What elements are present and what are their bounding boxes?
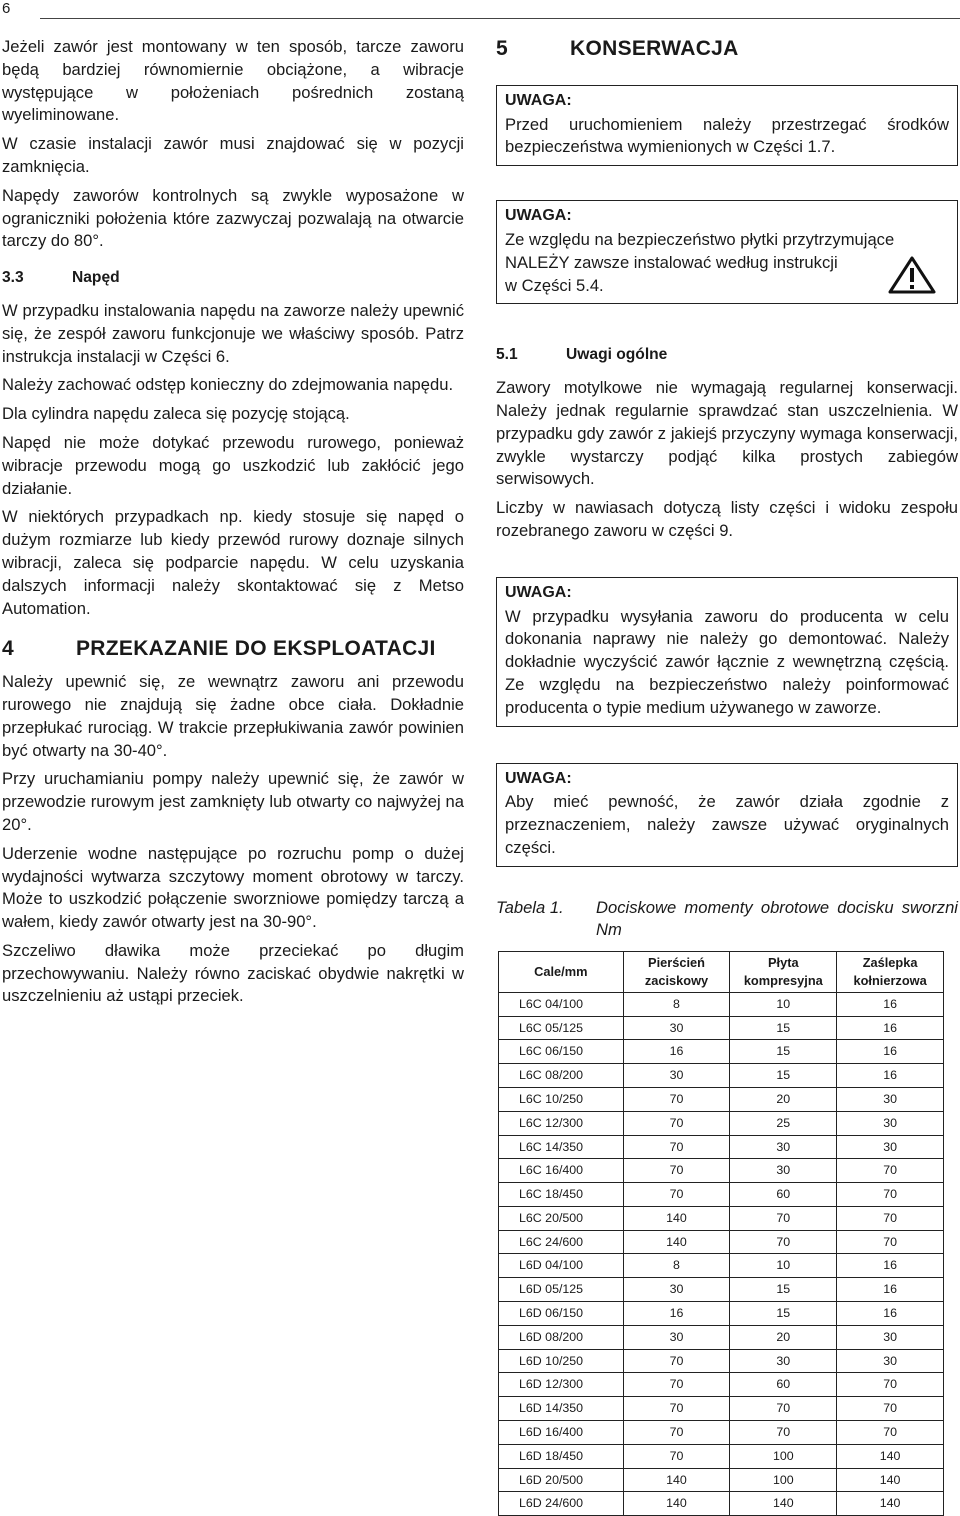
torque-cell: 70 xyxy=(837,1206,944,1230)
table-label: Tabela 1. xyxy=(496,897,564,917)
paragraph: W przypadku instalowania napędu na zaworze należy upewnić się, że zespół zaworu funkcjonuje we właściwy sposób. Patrz instrukcja instalacji w Części 6. xyxy=(2,300,464,366)
header-text: Płyta xyxy=(767,954,799,970)
torque-cell: 70 xyxy=(623,1444,730,1468)
left-column xyxy=(2,36,464,1014)
size-cell: L6C 14/350 xyxy=(499,1135,624,1159)
torque-cell: 140 xyxy=(623,1230,730,1254)
torque-cell: 70 xyxy=(837,1159,944,1183)
torque-cell: 15 xyxy=(730,1278,837,1302)
torque-cell: 70 xyxy=(837,1421,944,1445)
warning-title: UWAGA: xyxy=(505,91,572,109)
paragraph: Liczby w nawiasach dotyczą listy części i widoku zespołu rozebranego zaworu w części 9. xyxy=(496,498,958,540)
table-caption-text: Dociskowe momenty obrotowe docisku sworzni Nm xyxy=(596,897,958,939)
table-row xyxy=(499,1421,944,1445)
header-text: zaciskowy xyxy=(644,972,709,988)
paragraph: Napęd nie może dotykać przewodu rurowego, ponieważ wibracje przewodu mogą go uszkodzić lub zakłócić jego działanie. xyxy=(2,432,464,498)
torque-cell: 140 xyxy=(623,1492,730,1516)
header-text: kompresyjna xyxy=(743,972,823,988)
table-header-cell xyxy=(499,951,624,992)
section-number: 5 xyxy=(496,37,508,60)
table-row xyxy=(499,1183,944,1207)
torque-cell: 30 xyxy=(623,1016,730,1040)
torque-cell: 30 xyxy=(730,1135,837,1159)
table-row xyxy=(499,1087,944,1111)
size-cell: L6C 05/125 xyxy=(499,1016,624,1040)
table-row xyxy=(499,1040,944,1064)
torque-cell: 140 xyxy=(837,1492,944,1516)
table-row xyxy=(499,1302,944,1326)
torque-cell: 30 xyxy=(623,1064,730,1088)
warning-text-line: NALEŻY zawsze instalować według instrukcji xyxy=(505,252,838,272)
torque-cell: 70 xyxy=(730,1421,837,1445)
table-row xyxy=(499,992,944,1016)
warning-text: W przypadku wysyłania zaworu do producenta w celu dokonania naprawy nie należy go demontować. Należy dokładnie wyczyścić zawór łącznie z wewnętrzną częścią. Ze względu na bezpieczeństwo należy poinformować producenta o typie medium używanego w zaworze. xyxy=(505,606,949,717)
table-row xyxy=(499,1206,944,1230)
torque-cell: 70 xyxy=(623,1111,730,1135)
size-cell: L6D 16/400 xyxy=(499,1421,624,1445)
warning-text: Przed uruchomieniem należy przestrzegać środków bezpieczeństwa wymienionych w Części 1.7. xyxy=(505,114,949,157)
warning-text-line: w Części 5.4. xyxy=(505,275,604,295)
torque-cell: 15 xyxy=(730,1016,837,1040)
torque-cell: 30 xyxy=(837,1111,944,1135)
torque-cell: 140 xyxy=(837,1468,944,1492)
size-cell: L6D 18/450 xyxy=(499,1444,624,1468)
table-caption xyxy=(496,897,958,941)
table-row xyxy=(499,1325,944,1349)
paragraph: Napędy zaworów kontrolnych są zwykle wyposażone w ograniczniki położenia które zazwyczaj pozwalają na otwarcie tarczy do 80°. xyxy=(2,185,464,251)
table-row xyxy=(499,1230,944,1254)
table-row xyxy=(499,1373,944,1397)
section-heading-5-1 xyxy=(496,344,958,367)
paragraph: Należy zachować odstęp konieczny do zdejmowania napędu. xyxy=(2,375,454,395)
warning-row xyxy=(505,252,949,298)
table-row xyxy=(499,1254,944,1278)
size-cell: L6D 04/100 xyxy=(499,1254,624,1278)
section-title: Uwagi ogólne xyxy=(566,346,668,364)
right-column xyxy=(496,36,958,1516)
size-cell: L6C 08/200 xyxy=(499,1064,624,1088)
header-text: kołnierzowa xyxy=(853,972,927,988)
paragraph: Jeżeli zawór jest montowany w ten sposób, tarcze zaworu będą bardziej równomiernie obciążone, a wibracje występujące w położeniach pośrednich zostaną wyeliminowane. xyxy=(2,37,464,125)
section-heading-4 xyxy=(2,638,464,661)
warning-box xyxy=(496,85,958,166)
table-row xyxy=(499,1349,944,1373)
torque-cell: 60 xyxy=(730,1183,837,1207)
torque-cell: 16 xyxy=(837,1302,944,1326)
paragraph: Szczeliwo dławika może przeciekać po długim przechowywaniu. Należy równo zaciskać obydwie nakrętki w uszczelnieniu aż ustąpi przeciek. xyxy=(2,940,464,1006)
section-title: PRZEKAZANIE DO EKSPLOATACJI xyxy=(76,637,436,661)
torque-cell: 30 xyxy=(623,1325,730,1349)
torque-cell: 16 xyxy=(837,1254,944,1278)
torque-cell: 16 xyxy=(837,1278,944,1302)
size-cell: L6D 05/125 xyxy=(499,1278,624,1302)
torque-cell: 100 xyxy=(730,1444,837,1468)
torque-cell: 70 xyxy=(730,1206,837,1230)
size-cell: L6D 20/500 xyxy=(499,1468,624,1492)
table-header-cell xyxy=(623,951,730,992)
warning-text-line: Ze względu na bezpieczeństwo płytki przytrzymujące xyxy=(505,229,895,249)
header-text: Pierścień xyxy=(648,954,705,970)
paragraph: Uderzenie wodne następujące po rozruchu pomp o dużej wydajności wytwarza szczytowy moment obrotowy w tarczy. Może to uszkodzić połączenie sworzniowe pomiędzy tarczą a wałem, kiedy zawór otwarty jest na 30-90°. xyxy=(2,843,464,932)
torque-cell: 70 xyxy=(623,1087,730,1111)
torque-cell: 16 xyxy=(837,1064,944,1088)
torque-cell: 70 xyxy=(837,1230,944,1254)
torque-cell: 140 xyxy=(623,1468,730,1492)
size-cell: L6C 20/500 xyxy=(499,1206,624,1230)
torque-cell: 20 xyxy=(730,1325,837,1349)
torque-cell: 30 xyxy=(730,1159,837,1183)
size-cell: L6C 10/250 xyxy=(499,1087,624,1111)
table-header-cell xyxy=(837,951,944,992)
table-row xyxy=(499,1492,944,1516)
size-cell: L6D 06/150 xyxy=(499,1302,624,1326)
section-number: 3.3 xyxy=(2,269,24,287)
section-heading-3-3 xyxy=(2,267,464,290)
torque-cell: 60 xyxy=(730,1373,837,1397)
torque-cell: 16 xyxy=(623,1302,730,1326)
warning-triangle-icon xyxy=(887,255,937,295)
table-row xyxy=(499,1064,944,1088)
size-cell: L6C 06/150 xyxy=(499,1040,624,1064)
torque-cell: 70 xyxy=(623,1135,730,1159)
size-cell: L6C 24/600 xyxy=(499,1230,624,1254)
page-number: 6 xyxy=(2,0,11,17)
torque-cell: 8 xyxy=(623,1254,730,1278)
size-cell: L6D 14/350 xyxy=(499,1397,624,1421)
torque-cell: 15 xyxy=(730,1302,837,1326)
table-row xyxy=(499,1111,944,1135)
torque-cell: 10 xyxy=(730,992,837,1016)
paragraph: W czasie instalacji zawór musi znajdować się w pozycji zamknięcia. xyxy=(2,134,464,176)
torque-cell: 70 xyxy=(623,1349,730,1373)
size-cell: L6D 10/250 xyxy=(499,1349,624,1373)
torque-cell: 100 xyxy=(730,1468,837,1492)
header-text: Zaślepka xyxy=(862,954,918,970)
torque-cell: 30 xyxy=(837,1135,944,1159)
size-cell: L6D 24/600 xyxy=(499,1492,624,1516)
torque-cell: 30 xyxy=(837,1325,944,1349)
torque-cell: 16 xyxy=(837,1016,944,1040)
torque-cell: 20 xyxy=(730,1087,837,1111)
warning-box xyxy=(496,200,958,304)
size-cell: L6C 18/450 xyxy=(499,1183,624,1207)
torque-cell: 70 xyxy=(730,1230,837,1254)
warning-title: UWAGA: xyxy=(505,769,572,787)
header-text: Cale/mm xyxy=(534,963,588,979)
torque-cell: 16 xyxy=(623,1040,730,1064)
size-cell: L6D 12/300 xyxy=(499,1373,624,1397)
paragraph: W niektórych przypadkach np. kiedy stosuje się napęd o dużym rozmiarze lub kiedy przewód rurowy doznaje silnych wibracji, zaleca się podparcie napędu. W celu uzyskania dalszych informacji należy skontaktować się z Metso Automation. xyxy=(2,507,464,618)
table-header-cell xyxy=(730,951,837,992)
table-row xyxy=(499,1444,944,1468)
torque-cell: 8 xyxy=(623,992,730,1016)
section-title: Napęd xyxy=(72,269,120,287)
torque-cell: 70 xyxy=(730,1397,837,1421)
header-rule xyxy=(40,18,960,19)
table-body xyxy=(499,992,944,1516)
table-row xyxy=(499,1159,944,1183)
torque-cell: 70 xyxy=(623,1183,730,1207)
paragraph: Dla cylindra napędu zaleca się pozycję stojącą. xyxy=(2,404,350,424)
paragraph: Przy uruchamianiu pompy należy upewnić się, że zawór w przewodzie rurowym jest zamknięty lub otwarty co najwyżej na 20°. xyxy=(2,769,464,834)
warning-title: UWAGA: xyxy=(505,583,572,601)
torque-cell: 70 xyxy=(623,1373,730,1397)
section-title: KONSERWACJA xyxy=(570,37,739,60)
torque-cell: 70 xyxy=(623,1421,730,1445)
torque-cell: 25 xyxy=(730,1111,837,1135)
size-cell: L6C 04/100 xyxy=(499,992,624,1016)
torque-cell: 30 xyxy=(730,1349,837,1373)
warning-box xyxy=(496,763,958,867)
torque-cell: 30 xyxy=(837,1349,944,1373)
table-row xyxy=(499,1468,944,1492)
torque-cell: 16 xyxy=(837,1040,944,1064)
torque-cell: 70 xyxy=(837,1183,944,1207)
torque-cell: 140 xyxy=(837,1444,944,1468)
size-cell: L6D 08/200 xyxy=(499,1325,624,1349)
torque-cell: 15 xyxy=(730,1064,837,1088)
torque-cell: 30 xyxy=(623,1278,730,1302)
table-row xyxy=(499,1397,944,1421)
torque-cell: 140 xyxy=(730,1492,837,1516)
torque-cell: 70 xyxy=(623,1159,730,1183)
torque-cell: 70 xyxy=(837,1373,944,1397)
section-number: 5.1 xyxy=(496,346,518,364)
paragraph: Zawory motylkowe nie wymagają regularnej konserwacji. Należy jednak regularnie sprawdzać stan uszczelnienia. W przypadku gdy zawór z jakiejś przyczyny wymaga konserwacji, zwykle wystarczy podjąć kilka prostych zabiegów serwisowych. xyxy=(496,378,958,489)
size-cell: L6C 12/300 xyxy=(499,1111,624,1135)
table-row xyxy=(499,1135,944,1159)
table-row xyxy=(499,1016,944,1040)
torque-cell: 30 xyxy=(837,1087,944,1111)
torque-cell: 70 xyxy=(623,1397,730,1421)
torque-cell: 140 xyxy=(623,1206,730,1230)
size-cell: L6C 16/400 xyxy=(499,1159,624,1183)
warning-title: UWAGA: xyxy=(505,207,572,225)
torque-table xyxy=(498,951,944,1516)
torque-cell: 10 xyxy=(730,1254,837,1278)
torque-cell: 70 xyxy=(837,1397,944,1421)
torque-cell: 15 xyxy=(730,1040,837,1064)
section-number: 4 xyxy=(2,637,14,661)
warning-text: Aby mieć pewność, że zawór działa zgodnie z przeznaczeniem, należy zawsze używać oryginalnych części. xyxy=(505,792,949,857)
warning-box xyxy=(496,577,958,727)
table-header-row xyxy=(499,951,944,992)
paragraph: Należy upewnić się, ze wewnątrz zaworu ani przewodu rurowego nie znajdują się żadne obce ciała. Dokładnie przepłukać rurociąg. W trakcie przepłukiwania zawór powinien być otwarty na 30-40°. xyxy=(2,672,464,760)
section-heading-5 xyxy=(496,38,958,61)
table-row xyxy=(499,1278,944,1302)
torque-cell: 16 xyxy=(837,992,944,1016)
